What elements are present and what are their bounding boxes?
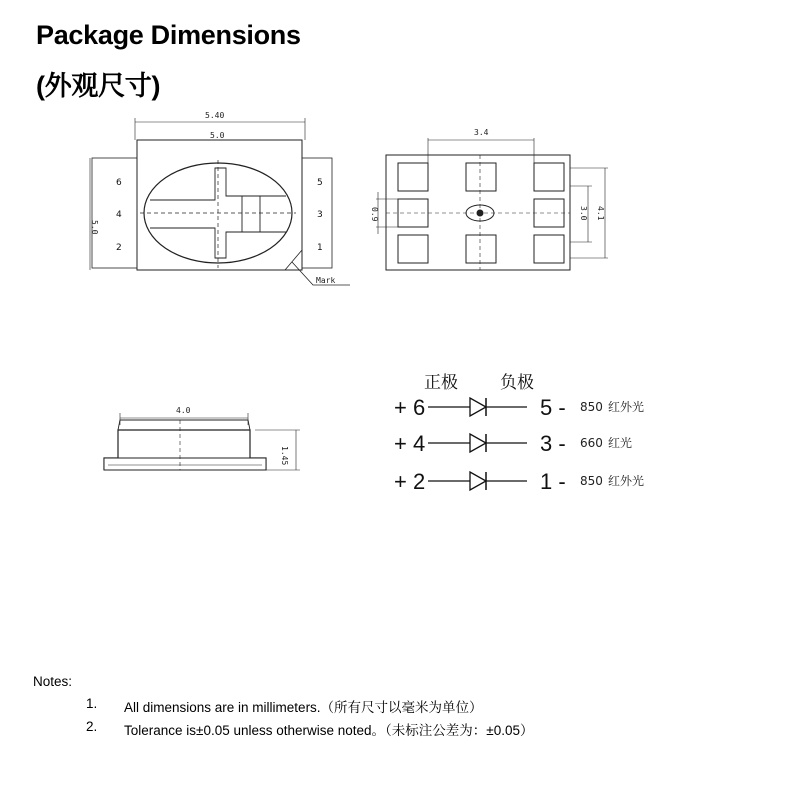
diode-icon bbox=[470, 472, 486, 490]
anode-label: + 2 bbox=[394, 469, 426, 494]
pin-label: 6 bbox=[116, 178, 122, 188]
dim-width-inner: 5.0 bbox=[210, 131, 225, 140]
top-view-body bbox=[137, 140, 302, 270]
pad-dim-left: 0.9 bbox=[370, 207, 379, 222]
negative-label: 负极 bbox=[500, 373, 534, 393]
pin-label: 5 bbox=[317, 178, 323, 188]
top-view bbox=[90, 118, 350, 285]
anode-label: + 6 bbox=[394, 395, 426, 420]
anode-label: + 4 bbox=[394, 431, 426, 456]
side-view bbox=[104, 413, 300, 470]
note-text: All dimensions are in millimeters.（所有尺寸以毫米为单位） bbox=[124, 700, 483, 715]
pin-label: 3 bbox=[317, 210, 323, 220]
color-label: 红外光 bbox=[608, 400, 645, 414]
wavelength-label: 850 bbox=[580, 400, 603, 414]
color-label: 红外光 bbox=[608, 474, 645, 488]
diode-icon bbox=[470, 398, 486, 416]
pin-label: 4 bbox=[116, 210, 122, 220]
dim-height: 5.0 bbox=[90, 220, 99, 235]
wavelength-label: 850 bbox=[580, 474, 603, 488]
side-dim-height: 1.45 bbox=[280, 446, 289, 466]
pin-label: 2 bbox=[116, 243, 122, 253]
mark-label: Mark bbox=[316, 276, 336, 285]
page-subtitle: (外观尺寸) bbox=[36, 71, 161, 101]
note-text: Tolerance is±0.05 unless otherwise noted。（未标注公差为：±0.05） bbox=[124, 723, 534, 738]
dim-width-outer: 5.40 bbox=[205, 111, 225, 120]
diode-icon bbox=[470, 434, 486, 452]
schematic-row bbox=[394, 469, 644, 494]
schematic bbox=[394, 373, 644, 494]
note-number: 2. bbox=[86, 719, 98, 734]
cathode-label: 5 - bbox=[540, 395, 566, 420]
note-number: 1. bbox=[86, 696, 98, 711]
side-dim-width: 4.0 bbox=[176, 406, 191, 415]
schematic-row bbox=[394, 431, 632, 456]
notes-heading: Notes: bbox=[33, 674, 73, 689]
pad-dim-right-outer: 4.1 bbox=[596, 206, 605, 221]
pad-dim-right-inner: 3.0 bbox=[579, 206, 588, 221]
color-label: 红光 bbox=[608, 436, 633, 450]
pad-dim-top: 3.4 bbox=[474, 128, 489, 137]
positive-label: 正极 bbox=[424, 373, 458, 393]
cathode-label: 1 - bbox=[540, 469, 566, 494]
pad-view bbox=[376, 138, 608, 270]
cathode-label: 3 - bbox=[540, 431, 566, 456]
wavelength-label: 660 bbox=[580, 436, 603, 450]
schematic-row bbox=[394, 395, 644, 420]
page-title: Package Dimensions bbox=[36, 20, 301, 50]
pin-label: 1 bbox=[317, 243, 323, 253]
